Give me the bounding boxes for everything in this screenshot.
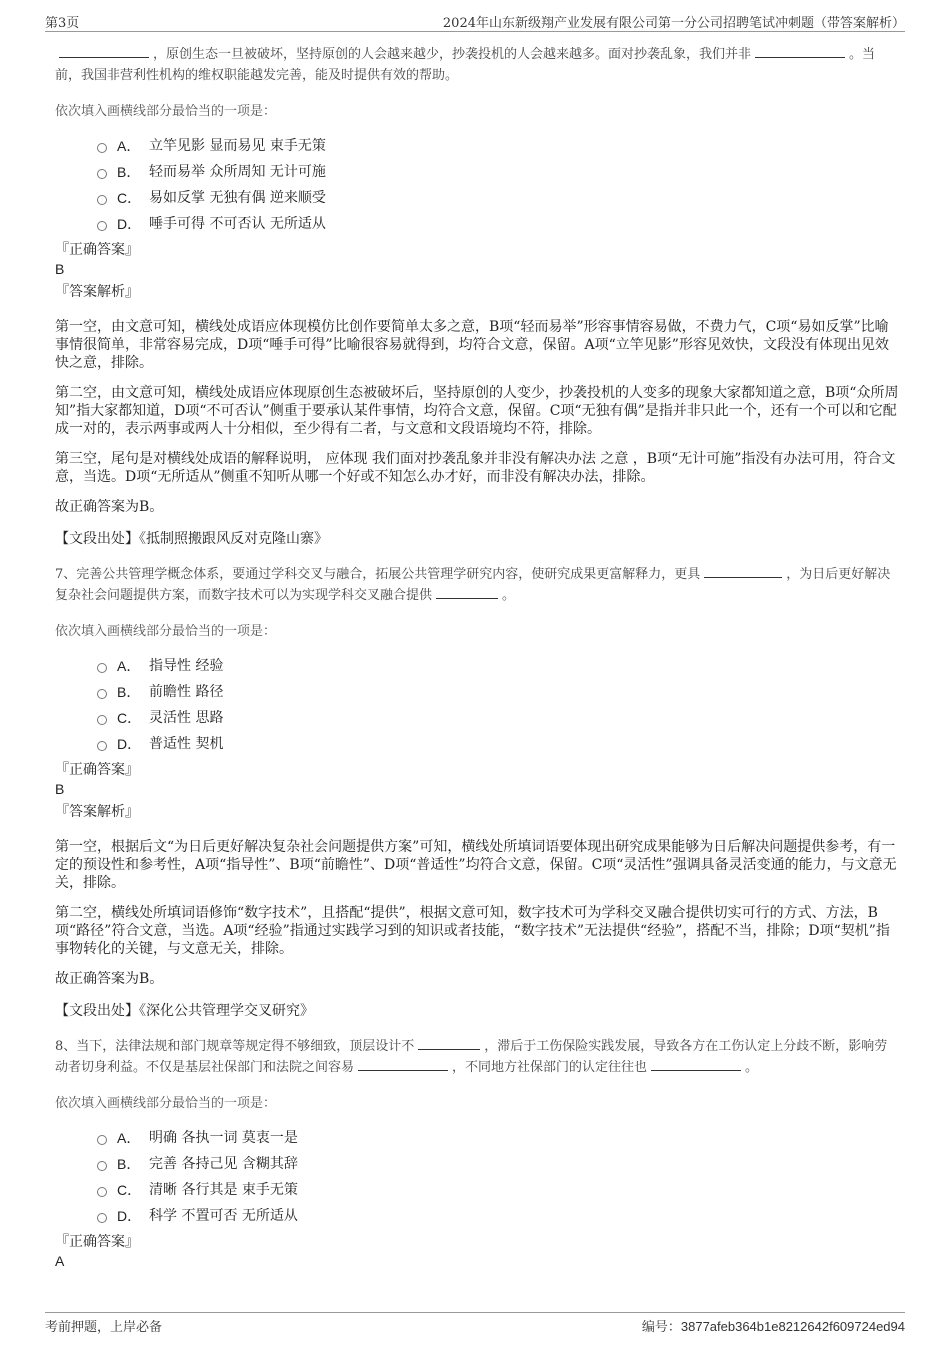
document-body: [55, 44, 900, 1271]
radio-icon[interactable]: [97, 663, 107, 673]
answer-blank: [358, 1059, 448, 1071]
radio-icon[interactable]: [97, 741, 107, 751]
question-8-options: [97, 1125, 900, 1229]
radio-icon[interactable]: [97, 195, 107, 205]
question-7-text: 7、完善公共管理学概念体系，要通过学科交叉与融合，拓展公共管理学研究内容，使研究成果更富解释力，更具 ，为日后更好解决复杂社会问题提供方案，而数字技术可以为实现学科交叉融合提供 。: [55, 567, 891, 603]
analysis-paragraph: 第一空，根据后文“为日后更好解决复杂社会问题提供方案”可知，横线处所填词语要体现出研究成果能够为日后解决问题提供参考，有一定的预设性和参考性，A项“指导性”、B项“前瞻性”、D项“普适性”均符合文意，保留。C项“灵活性”强调具备灵活变通的能力，与文意无关，排除。: [55, 839, 897, 891]
analysis-paragraph: 第二空，由文意可知，横线处成语应体现原创生态被破坏后，坚持原创的人变少，抄袭投机的人变多的现象大家都知道之意，B项“众所周知”指大家都知道，D项“不可否认”侧重于要承认某件事情，均符合文意，保留。C项“无独有偶”是指并非只此一个，还有一个可以和它配成一对的，表示两事或两人十分相似，至少得有二者，与文意和文段语境均不符，排除。: [55, 385, 899, 437]
analysis-conclusion: 故正确答案为B。: [55, 499, 164, 515]
footer-slogan: 考前押题，上岸必备: [45, 1320, 163, 1335]
radio-icon[interactable]: [97, 1187, 107, 1197]
page-number: 第3页: [45, 16, 80, 31]
option-d[interactable]: D． 唾手可得 不可否认 无所适从: [97, 211, 900, 237]
question-6-text: ，原创生态一旦被破坏，坚持原创的人会越来越少，抄袭投机的人会越来越多。面对抄袭乱象，我们并非 。当前，我国非营利性机构的维权职能越发完善，能及时提供有效的帮助。: [55, 47, 876, 83]
analysis-label: 『答案解析』: [55, 284, 139, 300]
question-6-options: [97, 133, 900, 237]
answer-blank: [418, 1038, 480, 1050]
analysis-label: 『答案解析』: [55, 804, 139, 820]
radio-icon[interactable]: [97, 1213, 107, 1223]
option-a[interactable]: A． 明确 各执一词 莫衷一是: [97, 1125, 900, 1151]
document-title: 2024年山东新级翔产业发展有限公司第一分公司招聘笔试冲刺题（带答案解析）: [442, 16, 905, 31]
answer-blank: [704, 566, 782, 578]
answer-blank: [755, 46, 845, 58]
source-citation: 【文段出处】《深化公共管理学交叉研究》: [55, 1003, 314, 1019]
question-7-options: [97, 653, 900, 757]
option-d[interactable]: D． 科学 不置可否 无所适从: [97, 1203, 900, 1229]
question-prompt: 依次填入画横线部分最恰当的一项是：: [55, 104, 277, 119]
answer-label: 『正确答案』: [55, 1234, 139, 1250]
radio-icon[interactable]: [97, 1161, 107, 1171]
radio-icon[interactable]: [97, 169, 107, 179]
answer-blank: [436, 587, 498, 599]
option-c[interactable]: C． 灵活性 思路: [97, 705, 900, 731]
radio-icon[interactable]: [97, 1135, 107, 1145]
page-footer: [45, 1312, 905, 1335]
radio-icon[interactable]: [97, 689, 107, 699]
radio-icon[interactable]: [97, 715, 107, 725]
option-c[interactable]: C． 易如反掌 无独有偶 逆来顺受: [97, 185, 900, 211]
option-d[interactable]: D． 普适性 契机: [97, 731, 900, 757]
answer-blank: [651, 1059, 741, 1071]
radio-icon[interactable]: [97, 143, 107, 153]
question-8-text: 8、当下，法律法规和部门规章等规定得不够细致，顶层设计不 ，滞后于工伤保险实践发展，导致各方在工伤认定上分歧不断，影响劳动者切身利益。不仅是基层社保部门和法院之间容易 ，不同地方社保部门的认定往往也 。: [55, 1039, 888, 1075]
analysis-paragraph: 第三空，尾句是对横线处成语的解释说明， 应体现 我们面对抄袭乱象并非没有解决办法 之意 ，B项“无计可施”指没有办法可用，符合文意，当选。D项“无所适从”侧重不知听从哪一个好或不知怎么办才好，而非没有解决办法，排除。: [55, 451, 896, 485]
document-code: 编号：3877afeb364b1e8212642f609724ed94: [641, 1319, 905, 1334]
answer-blank: [59, 46, 149, 58]
answer-value: B: [55, 781, 65, 797]
option-c[interactable]: C． 清晰 各行其是 束手无策: [97, 1177, 900, 1203]
analysis-conclusion: 故正确答案为B。: [55, 971, 164, 987]
analysis-paragraph: 第一空，由文意可知，横线处成语应体现模仿比创作要简单太多之意，B项“轻而易举”形容事情容易做，不费力气，C项“易如反掌”比喻事情很简单，非常容易完成，D项“唾手可得”比喻很容易就得到，均符合文意，保留。A项“立竿见影”形容见效快，文段没有体现出见效快之意，排除。: [55, 319, 889, 371]
option-a[interactable]: A． 指导性 经验: [97, 653, 900, 679]
answer-label: 『正确答案』: [55, 762, 139, 778]
question-prompt: 依次填入画横线部分最恰当的一项是：: [55, 624, 277, 639]
option-b[interactable]: B． 完善 各持己见 含糊其辞: [97, 1151, 900, 1177]
option-b[interactable]: B． 前瞻性 路径: [97, 679, 900, 705]
source-citation: 【文段出处】《抵制照搬跟风反对克隆山寨》: [55, 531, 328, 547]
radio-icon[interactable]: [97, 221, 107, 231]
option-a[interactable]: A． 立竿见影 显而易见 束手无策: [97, 133, 900, 159]
answer-value: A: [55, 1253, 65, 1269]
question-prompt: 依次填入画横线部分最恰当的一项是：: [55, 1096, 277, 1111]
option-b[interactable]: B． 轻而易举 众所周知 无计可施: [97, 159, 900, 185]
page-header: [45, 10, 905, 32]
analysis-paragraph: 第二空，横线处所填词语修饰“数字技术”，且搭配“提供”，根据文意可知，数字技术可为学科交叉融合提供切实可行的方式、方法，B项“路径”符合文意，当选。A项“经验”指通过实践学习到的知识或者技能，“数字技术”无法提供“经验”，搭配不当，排除；D项“契机”指事物转化的关键，与文意无关，排除。: [55, 905, 890, 957]
answer-label: 『正确答案』: [55, 242, 139, 258]
answer-value: B: [55, 261, 65, 277]
